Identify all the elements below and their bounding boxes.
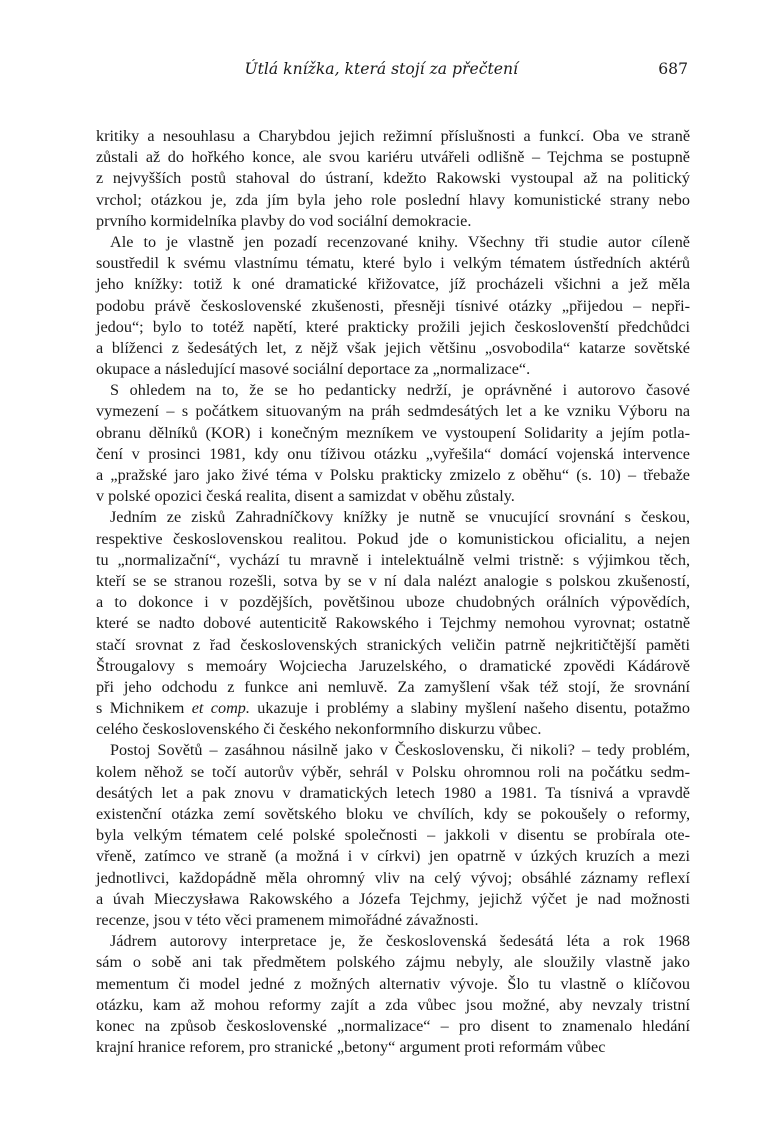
paragraph	[96, 507, 690, 740]
text-line: obranu dělníků (KOR) i konečným mezníkem ve vystoupení Solidarity a jejím potla-	[96, 423, 690, 442]
text-line: kritiky a nesouhlasu a Charybdou jejich režimní příslušnosti a funkcí. Oba ve straně	[96, 127, 690, 145]
emphasis-text: et comp.	[191, 699, 250, 718]
text-line: desátých let a pak znovu v dramatických letech 1980 a 1981. Ta tísnivá a vpravdě	[96, 783, 690, 802]
text-line: byla velkým tématem celé polské společnosti – jakkoli v disentu se probírala ote-	[96, 826, 690, 845]
text-line: a úvah Mieczysława Rakowského a Józefa Tejchmy, jejichž výčet je nad možnosti	[96, 889, 690, 908]
text-line: s Michnikem et comp. ukazuje i problémy a slabiny myšlení našeho disentu, potažmo	[96, 699, 690, 718]
text-line: celého československého či českého nekonformního diskurzu vůbec.	[96, 720, 542, 739]
text-line: Jedním ze zisků Zahradníčkovy knížky je nutně se vnucující srovnání s českou,	[110, 508, 690, 527]
paragraph	[96, 380, 690, 507]
text-line: respektive československou realitou. Pokud jde o komunistickou oficialitu, a nejen	[96, 529, 690, 548]
text-line: Jádrem autorovy interpretace je, že československá šedesátá léta a rok 1968	[110, 932, 690, 951]
text-line: existenční otázka zemí sovětského bloku ve chvílích, kdy se pokoušely o reformy,	[96, 805, 690, 823]
text-line: které se nadto dobové autenticitě Rakowského i Tejchmy nemohou vyrovnat; ostatně	[96, 614, 690, 633]
text-line: Postoj Sovětů – zasáhnou násilně jako v Československu, či nikoli? – tedy problém,	[110, 741, 690, 760]
text-line: prvního kormidelníka plavby do vod sociální demokracie.	[96, 211, 472, 230]
text-line: při jeho odchodu z funkce ani nemluvě. Za zamyšlení však též stojí, že srovnání	[96, 677, 690, 696]
text-line: Štrougalovy s memoáry Wojciecha Jaruzelského, o dramatické zpovědi Kádárově	[96, 656, 690, 675]
text-line: kolem něhož se točí autorův výběr, sehrál v Polsku ohromnou roli na počátku sedm-	[96, 762, 690, 781]
text-line: vřeně, zatímco ve straně (a možná i v církvi) jen opatrně v úzkých kruzích a mezi	[96, 847, 690, 866]
text-line: kteří se se stranou rozešli, sotva by se v ní dala nalézt analogie s polskou zkušeností,	[96, 571, 690, 590]
text-line: okupace a následující masové sociální deportace za „normalizace“.	[96, 360, 531, 379]
text-line: podobu právě československé zkušenosti, přesněji tísnivé otázky „přijedou – nepři-	[96, 296, 690, 315]
body-text	[96, 126, 690, 1058]
text-line: recenze, jsou v této věci pramenem mimořádné závažnosti.	[96, 910, 479, 929]
text-line: Ale to je vlastně jen pozadí recenzované knihy. Všechny tři studie autor cíleně	[110, 232, 690, 251]
text-line: čení v prosinci 1981, kdy onu tíživou otázku „vyřešila“ domácí vojenská intervence	[96, 444, 690, 463]
text-line: a blíženci z šedesátých let, z nějž však jejich většinu „osvobodila“ katarze sovětské	[96, 338, 690, 357]
text-line: v polské opozici česká realita, disent a samizdat v oběhu zůstaly.	[96, 487, 515, 506]
paragraph	[96, 126, 690, 232]
text-line: otázku, kam až mohou reformy zajít a zda vůbec jsou možné, aby nevzaly tristní	[96, 995, 690, 1014]
text-line: sám o sobě ani tak předmětem polského zájmu nebyly, ale sloužily vlastně jako	[96, 953, 690, 972]
paragraph	[96, 931, 690, 1058]
text-line: konec na způsob československé „normalizace“ – pro disent to znamenalo hledání	[96, 1016, 690, 1035]
text-line: stačí srovnat z řad československých stranických veličin patrně nejkritičtější paměti	[96, 635, 690, 654]
running-head	[96, 60, 688, 86]
text-line: S ohledem na to, že se ho pedanticky nedrží, je oprávněné i autorovo časové	[110, 381, 690, 400]
text-line: a „pražské jaro jako živé téma v Polsku prakticky zmizelo z oběhu“ (s. 10) – třebaže	[96, 466, 690, 484]
text-line: mementum či model jedné z možných alternativ vývoje. Šlo tu vlastně o klíčovou	[96, 974, 690, 993]
text-line: vymezení – s počátkem situovaným na práh sedmdesátých let a ke vzniku Výboru na	[96, 402, 690, 421]
text-line: z nejvyšších postů stahoval do ústraní, kdežto Rakowski vystoupal až na politický	[96, 169, 690, 188]
paragraph	[96, 232, 690, 380]
text-line: jednotlivci, každopádně měla ohromný vliv na celý vývoj; obsáhlé záznamy reflexí	[96, 868, 690, 887]
text-line: zůstali až do hořkého konce, ale svou kariéru utvářeli odlišně – Tejchma se postupně	[96, 148, 690, 167]
text-line: krajní hranice reforem, pro stranické „betony“ argument proti reformám vůbec	[96, 1038, 606, 1057]
text-line: soustředil k svému vlastnímu tématu, které bylo i velkým tématem ústředních aktérů	[96, 254, 690, 273]
text-line: jeho knížky: totiž k oné dramatické křižovatce, jíž procházeli všichni a jež měla	[96, 275, 690, 294]
running-title: Útlá knížka, která stojí za přečtení	[244, 60, 518, 78]
paragraph	[96, 740, 690, 931]
text-line: jedou“; bylo to totéž napětí, které prakticky prožili jejich českoslovenští předchůdci	[96, 317, 690, 336]
page-number: 687	[658, 60, 688, 78]
text-line: a to dokonce i v pozdějších, povětšinou uboze chudobných orálních výpovědích,	[96, 593, 690, 612]
text-line: tu „normalizační“, vychází tu mravně i intelektuálně velmi tristně: s výjimkou těch,	[96, 550, 690, 569]
text-line: vrchol; otázkou je, zda jím byla jeho role poslední hlavy komunistické strany nebo	[96, 190, 690, 209]
